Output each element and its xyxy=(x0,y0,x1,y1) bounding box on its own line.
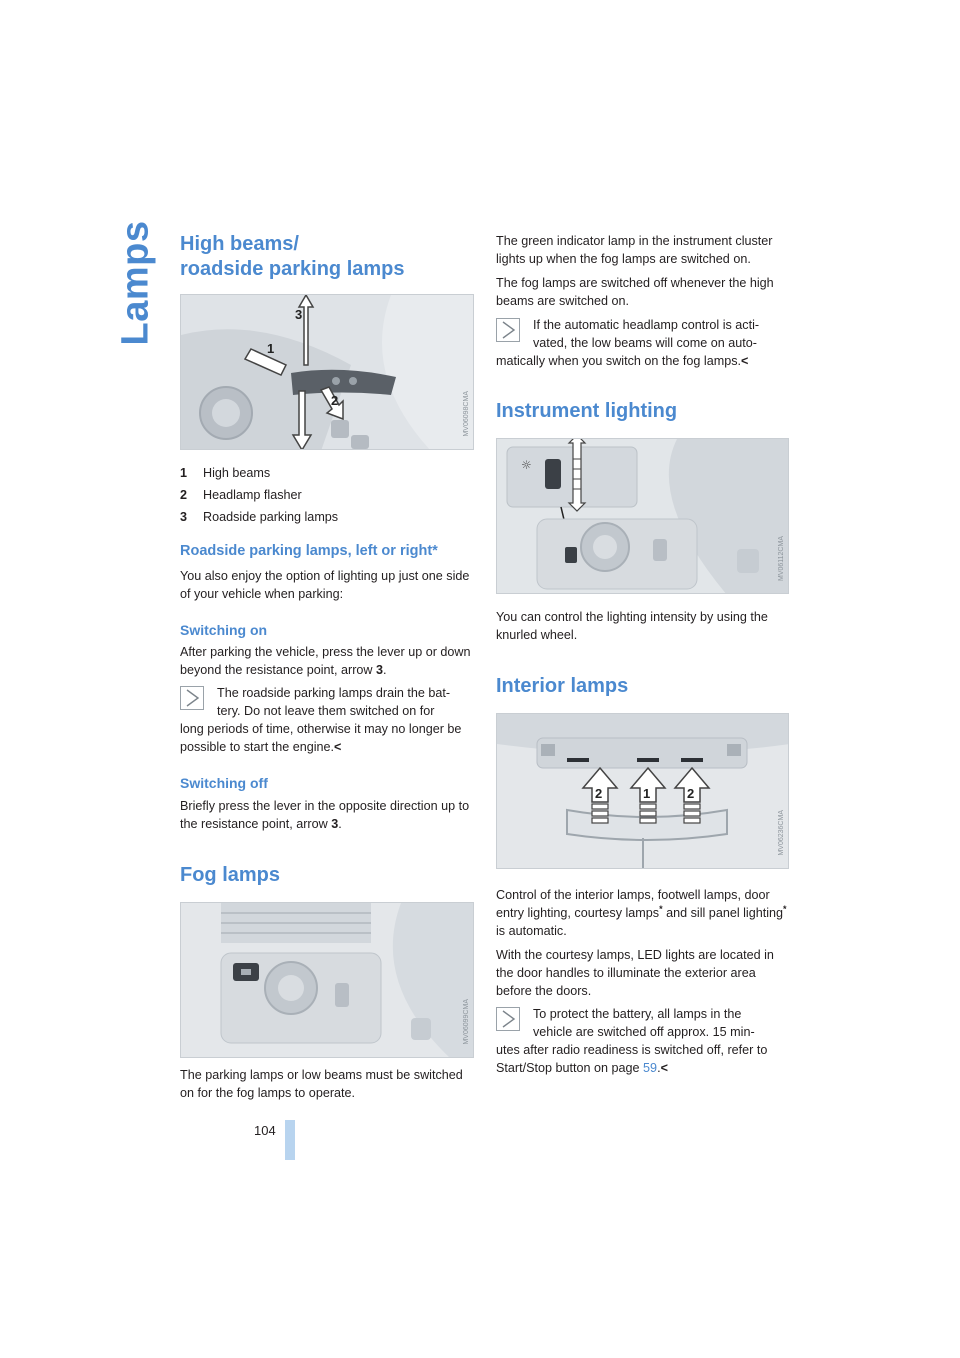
callout-1: 1 xyxy=(267,341,275,356)
left-column xyxy=(180,228,475,1102)
interior-lamps-text: Control of the interior lamps, footwell lamps, door entry lighting, courtesy lamps* and sill panel lighting* is automatic. xyxy=(496,888,787,938)
figure-legend xyxy=(180,464,475,526)
battery-protection-note: To protect the battery, all lamps in the vehicle are switched off approx. 15 min- utes after radio readiness is switched off, refer to Start/Stop button on page 59.< xyxy=(496,1007,768,1075)
switching-on-text: After parking the vehicle, press the lever up or down beyond the resistance point, arrow 3. xyxy=(180,645,471,677)
battery-note: The roadside parking lamps drain the bat- tery. Do not leave them switched on for long periods of time, otherwise it may no longer be possible to start the engine.< xyxy=(180,686,462,754)
fog-lamps-heading: Fog lamps xyxy=(180,864,281,886)
legend-item: 3 Roadside parking lamps xyxy=(180,510,339,524)
interior-lamps-heading: Interior lamps xyxy=(496,675,629,697)
page-link-59[interactable]: 59 xyxy=(643,1061,658,1075)
switching-off-heading: Switching off xyxy=(180,775,268,791)
callout-2: 2 xyxy=(331,393,339,408)
legend-item: 1 High beams xyxy=(180,466,271,480)
legend-item: 2 Headlamp flasher xyxy=(180,488,302,502)
page-number: 104 xyxy=(254,1123,276,1138)
high-beam-lever-figure xyxy=(180,294,474,450)
switching-on-heading: Switching on xyxy=(180,622,268,638)
note-icon xyxy=(496,1007,520,1031)
page-bar xyxy=(285,1120,295,1160)
high-beams-heading: High beams/ roadside parking lamps xyxy=(180,233,405,280)
instrument-lighting-text: You can control the lighting intensity by using the knurled wheel. xyxy=(496,610,768,642)
figure-code: MV06098CMA xyxy=(463,391,470,437)
figure-code: MV06112CMA xyxy=(778,535,785,581)
auto-headlamp-note: If the automatic headlamp control is acti- vated, the low beams will come on auto- matically when you switch on the fog lamps.< xyxy=(496,318,760,368)
note-icon xyxy=(496,318,520,342)
note-icon xyxy=(180,686,204,710)
fog-indicator-text: The green indicator lamp in the instrument cluster lights up when the fog lamps are switched on. xyxy=(496,234,773,266)
roadside-parking-text: You also enjoy the option of lighting up just one side of your vehicle when parking: xyxy=(180,569,470,601)
fog-lamps-figure xyxy=(180,902,474,1058)
fog-lamps-text: The parking lamps or low beams must be switched on for the fog lamps to operate. xyxy=(180,1068,463,1100)
svg-text:☼: ☼ xyxy=(521,458,532,472)
figure-code: MV06099CMA xyxy=(463,999,470,1045)
interior-lamps-figure xyxy=(496,713,789,869)
switching-off-text: Briefly press the lever in the opposite direction up to the resistance point, arrow 3. xyxy=(180,799,470,831)
courtesy-lamps-text: With the courtesy lamps, LED lights are located in the door handles to illuminate the exterior area before the doors. xyxy=(496,948,774,998)
callout-1: 1 xyxy=(643,786,651,801)
callout-3: 3 xyxy=(295,307,303,322)
callout-2-right: 2 xyxy=(687,786,695,801)
fog-high-beam-text: The fog lamps are switched off whenever the high beams are switched on. xyxy=(496,276,774,308)
figure-code: MV06236CMA xyxy=(778,810,785,856)
roadside-parking-heading: Roadside parking lamps, left or right* xyxy=(180,543,438,559)
instrument-lighting-heading: Instrument lighting xyxy=(496,400,678,422)
callout-2-left: 2 xyxy=(595,786,603,801)
instrument-lighting-figure xyxy=(496,438,789,594)
side-chapter-title: Lamps xyxy=(114,220,157,346)
right-column xyxy=(496,232,791,1077)
